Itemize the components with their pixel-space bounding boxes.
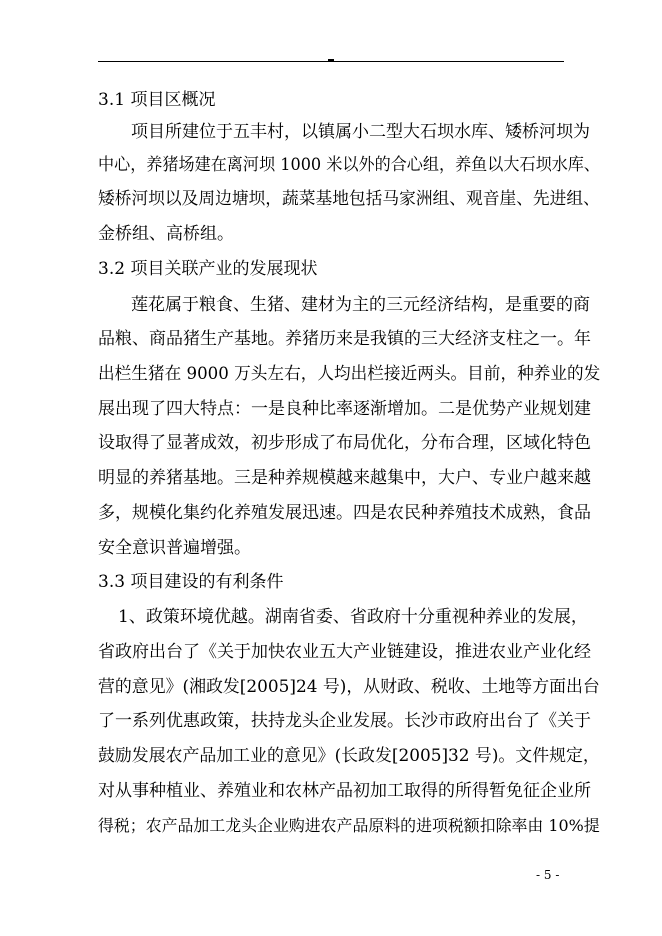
paragraph-line: 多，规模化集约化养殖发展迅速。四是农民种养殖技术成熟，食品 [98, 503, 591, 523]
paragraph-line: 鼓励发展农产品加工业的意见》(长政发[2005]32 号)。文件规定， [98, 746, 600, 766]
paragraph-line: 品粮、商品猪生产基地。养猪历来是我镇的三大经济支柱之一。年 [98, 329, 591, 349]
paragraph-line: 设取得了显著成效，初步形成了布局优化，分布合理，区域化特色 [98, 433, 591, 453]
paragraph-line: 莲花属于粮食、生猪、建材为主的三元经济结构，是重要的商 [131, 295, 590, 315]
paragraph-line: 省政府出台了《关于加快农业五大产业链建设，推进农业产业化经 [98, 642, 591, 662]
section-heading-3-1: 3.1 项目区概况 [98, 90, 216, 110]
header-mark [328, 59, 334, 62]
paragraph-line: 矮桥河坝以及周边塘坝，蔬菜基地包括马家洲组、观音崖、先进组、 [98, 189, 600, 209]
paragraph-line: 展出现了四大特点：一是良种比率逐渐增加。二是优势产业规划建 [98, 399, 591, 419]
section-heading-3-2: 3.2 项目关联产业的发展现状 [98, 259, 318, 279]
paragraph-line: 对从事种植业、养殖业和农林产品初加工取得的所得暂免征企业所 [98, 781, 591, 801]
paragraph-line: 中心，养猪场建在离河坝 1000 米以外的合心组，养鱼以大石坝水库、 [98, 155, 600, 175]
paragraph-line: 明显的养猪基地。三是种养规模越来越集中，大户、专业户越来越 [98, 468, 591, 488]
paragraph-line: 了一系列优惠政策，扶持龙头企业发展。长沙市政府出台了《关于 [98, 711, 591, 731]
paragraph-line: 金桥组、高桥组。 [98, 224, 234, 244]
paragraph-line: 出栏生猪在 9000 万头左右，人均出栏接近两头。目前，种养业的发 [98, 364, 601, 384]
paragraph-line: 1、政策环境优越。湖南省委、省政府十分重视种养业的发展， [118, 607, 588, 627]
section-heading-3-3: 3.3 项目建设的有利条件 [98, 572, 284, 592]
paragraph-line: 项目所建位于五丰村，以镇属小二型大石坝水库、矮桥河坝为 [131, 122, 590, 142]
paragraph-line: 安全意识普遍增强。 [98, 538, 251, 558]
page-number: - 5 - [536, 868, 560, 882]
paragraph-line: 营的意见》(湘政发[2005]24 号)，从财政、税收、土地等方面出台 [98, 677, 600, 697]
paragraph-line: 得税；农产品加工龙头企业购进农产品原料的进项税额扣除率由 10%提 [98, 816, 600, 835]
